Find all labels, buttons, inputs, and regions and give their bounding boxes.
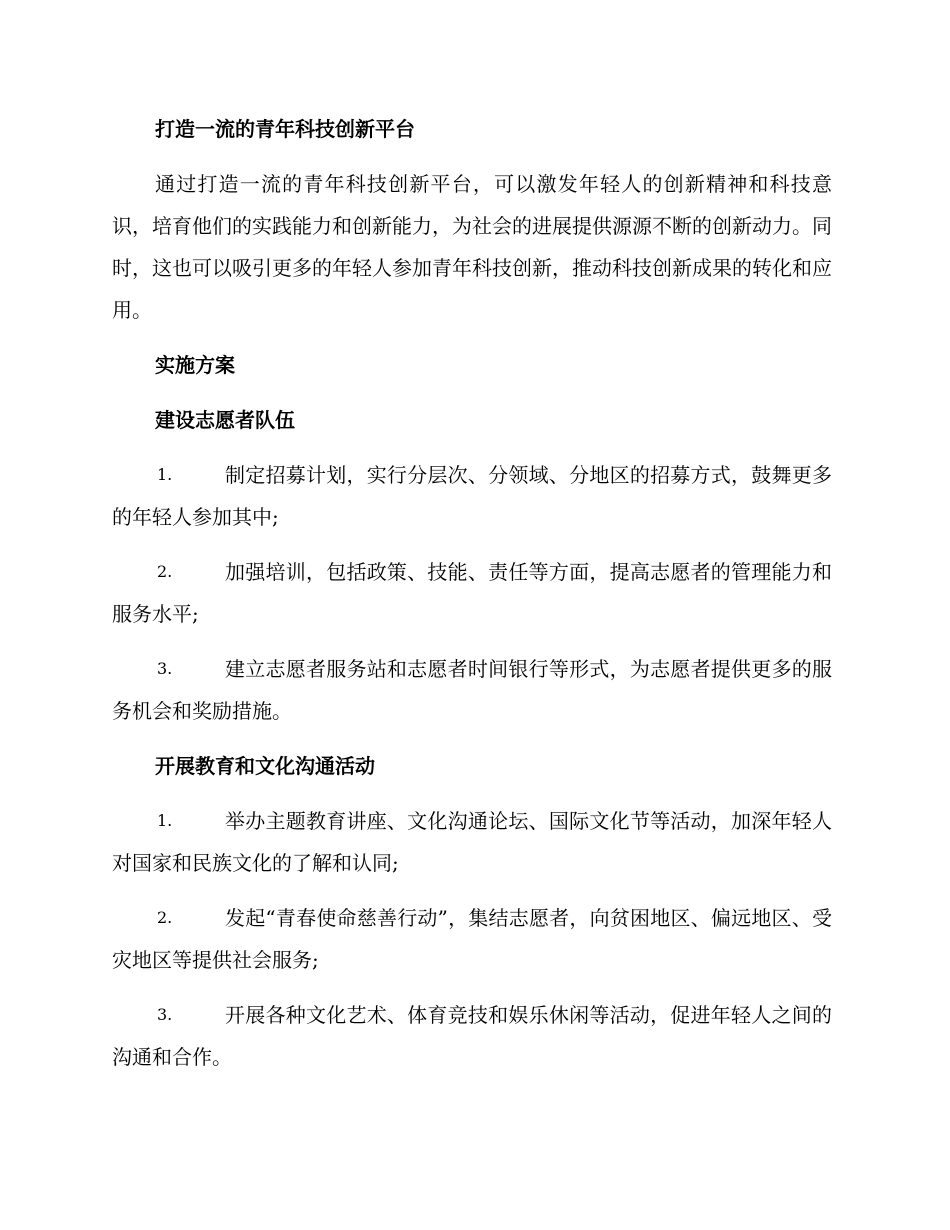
section-heading-volunteer-team: 建设志愿者队伍 bbox=[155, 408, 295, 432]
paragraph-innovation-platform: 通过打造一流的青年科技创新平台，可以激发年轻人的创新精神和科技意识，培育他们的实践能力和创新能力，为社会的进展提供源源不断的创新动力。同时，这也可以吸引更多的年轻人参加青年科技创新，推动科技创新成果的转化和应用。 bbox=[112, 172, 832, 322]
list-item-text: 举办主题教育讲座、文化沟通论坛、国际文化节等活动，加深年轻人对国家和民族文化的了解和认同; bbox=[112, 809, 832, 875]
section-heading-implementation-plan: 实施方案 bbox=[155, 353, 235, 377]
section-heading-innovation-platform: 打造一流的青年科技创新平台 bbox=[155, 117, 415, 141]
list-item-text: 开展各种文化艺术、体育竞技和娱乐休闲等活动，促进年轻人之间的沟通和合作。 bbox=[112, 1003, 832, 1069]
list-item bbox=[112, 648, 832, 732]
list-item bbox=[112, 454, 832, 538]
list-number: 2. bbox=[157, 908, 173, 927]
list-number: 1. bbox=[157, 465, 173, 484]
list-item-text: 建立志愿者服务站和志愿者时间银行等形式，为志愿者提供更多的服务机会和奖励措施。 bbox=[112, 657, 832, 723]
list-item bbox=[112, 800, 832, 884]
list-item-text: 制定招募计划，实行分层次、分领域、分地区的招募方式，鼓舞更多的年轻人参加其中; bbox=[112, 463, 832, 529]
list-number: 1. bbox=[157, 811, 173, 830]
list-number: 3. bbox=[157, 1005, 173, 1024]
list-number: 3. bbox=[157, 659, 173, 678]
list-item bbox=[112, 994, 832, 1078]
list-item-text: 加强培训，包括政策、技能、责任等方面，提高志愿者的管理能力和服务水平; bbox=[112, 560, 832, 626]
list-item-text: 发起“青春使命慈善行动”，集结志愿者，向贫困地区、偏远地区、受灾地区等提供社会服务; bbox=[112, 906, 832, 972]
section-heading-education-culture: 开展教育和文化沟通活动 bbox=[155, 754, 375, 778]
list-item bbox=[112, 551, 832, 635]
document-body bbox=[112, 108, 832, 1091]
list-number: 2. bbox=[157, 562, 173, 581]
list-item bbox=[112, 897, 832, 981]
